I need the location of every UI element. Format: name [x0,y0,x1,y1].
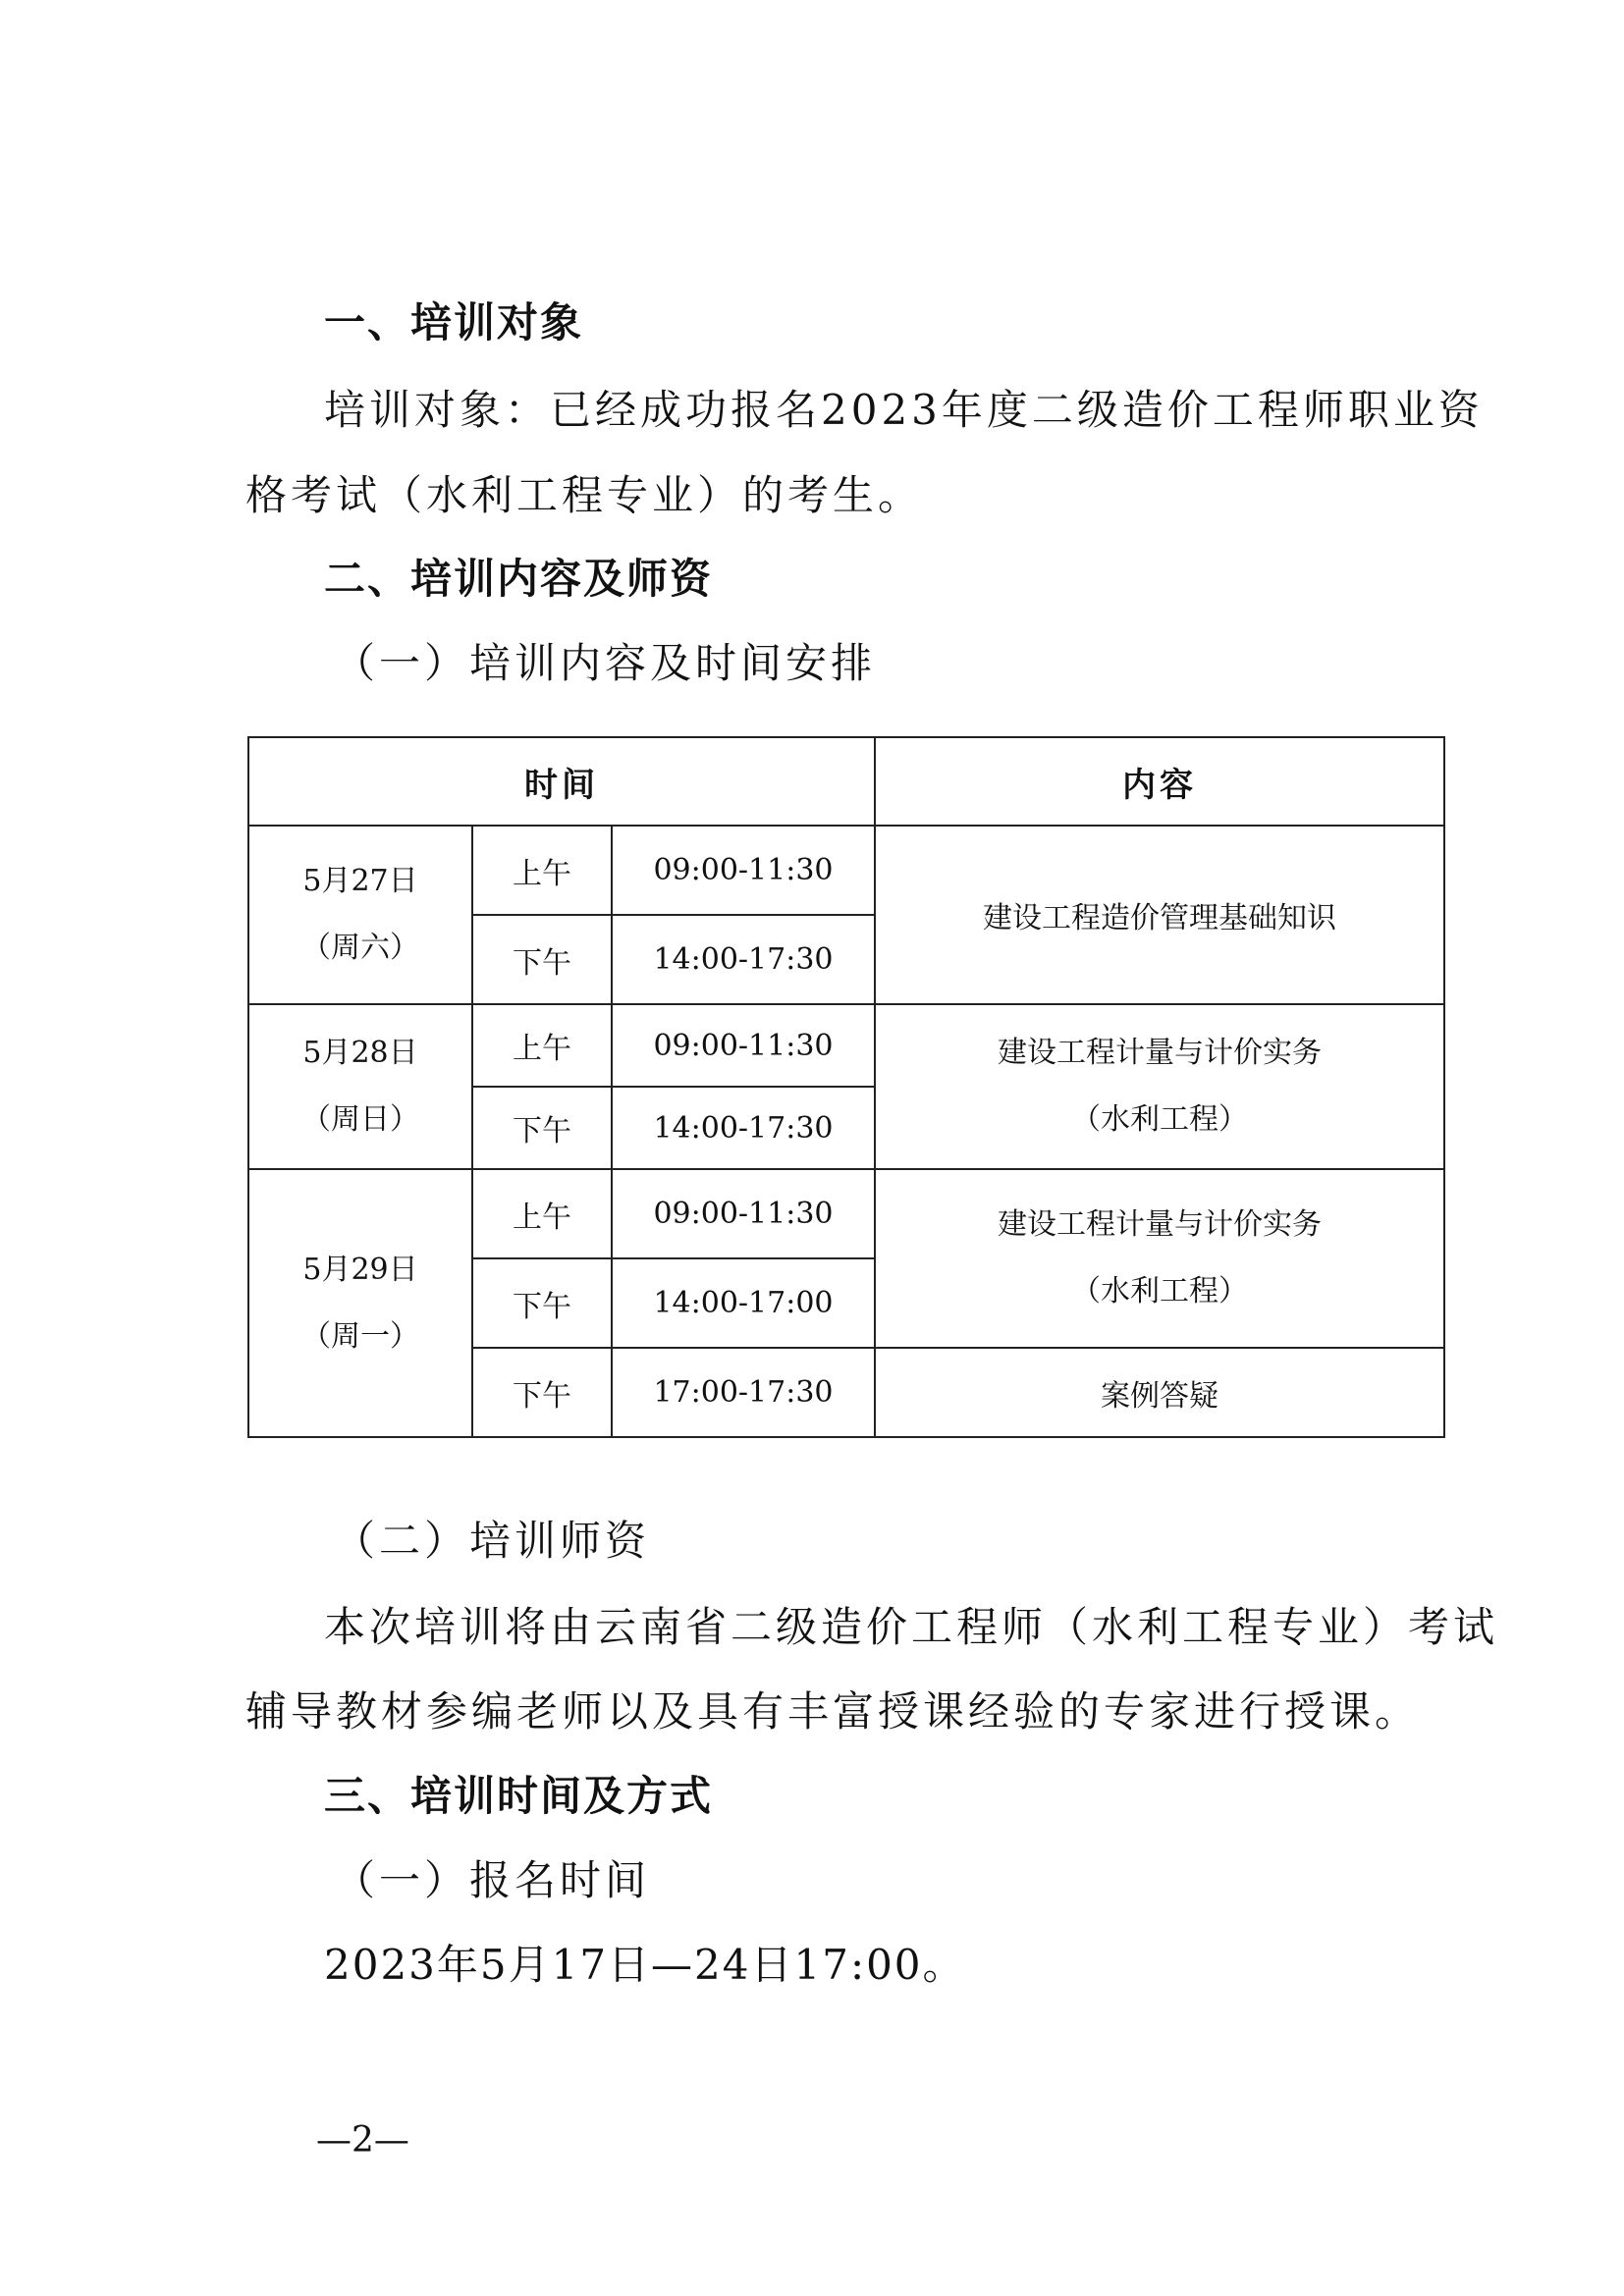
time-cell: 14:00-17:00 [612,1258,875,1348]
day-weekday: （周一） [301,1318,419,1354]
time-cell: 17:00-17:30 [612,1348,875,1437]
section2-heading: 二、培训内容及师资 [324,555,714,603]
period-cell: 上午 [472,1169,612,1258]
table-row [248,826,1444,915]
section2-sub2-heading: （二）培训师资 [334,1517,651,1565]
section3-heading: 三、培训时间及方式 [324,1772,714,1820]
content-cell [875,826,1444,1004]
content-cell [875,1169,1444,1348]
table-row [248,1004,1444,1087]
day-weekday: （周六） [301,931,419,965]
section1-heading: 一、培训对象 [324,298,584,347]
content-line: 建设工程计量与计价实务 [998,1036,1322,1070]
content-cell [875,1348,1444,1437]
day-date: 5月28日 [302,1036,418,1070]
day-cell [248,1004,472,1169]
time-cell: 09:00-11:30 [612,1004,875,1087]
time-cell: 09:00-11:30 [612,826,875,915]
header-content: 内容 [875,737,1444,826]
day-weekday: （周日） [301,1102,419,1137]
content-cell [875,1004,1444,1169]
content-line: （水利工程） [1071,1274,1248,1308]
period-cell: 下午 [472,1087,612,1169]
header-time: 时间 [248,737,875,826]
section3-sub1-heading: （一）报名时间 [334,1856,651,1904]
day-cell [248,1169,472,1437]
period-cell: 下午 [472,915,612,1004]
schedule-table [247,736,1445,1438]
section2-paragraph-line1: 本次培训将由云南省二级造价工程师（水利工程专业）考试 [324,1603,1499,1651]
section3-paragraph: 2023年5月17日—24日17:00。 [324,1941,966,1989]
page-number: —2— [316,2120,409,2161]
day-cell [248,826,472,1004]
day-date: 5月27日 [302,864,418,898]
content-line: 建设工程计量与计价实务 [998,1207,1322,1242]
period-cell: 下午 [472,1348,612,1437]
section2-sub1-heading: （一）培训内容及时间安排 [334,639,877,687]
time-cell: 14:00-17:30 [612,915,875,1004]
table-row [248,1169,1444,1258]
time-cell: 09:00-11:30 [612,1169,875,1258]
period-cell: 下午 [472,1258,612,1348]
section1-paragraph-line2: 格考试（水利工程专业）的考生。 [245,471,924,519]
content-line: 建设工程造价管理基础知识 [983,901,1336,935]
period-cell: 上午 [472,1004,612,1087]
section2-paragraph-line2: 辅导教材参编老师以及具有丰富授课经验的专家进行授课。 [245,1687,1421,1735]
content-line: （水利工程） [1071,1102,1248,1137]
section1-paragraph-line1: 培训对象：已经成功报名2023年度二级造价工程师职业资 [324,386,1484,434]
content-line: 案例答疑 [1101,1378,1218,1414]
table-header-row [248,737,1444,826]
time-cell: 14:00-17:30 [612,1087,875,1169]
period-cell: 上午 [472,826,612,915]
day-date: 5月29日 [302,1252,418,1287]
